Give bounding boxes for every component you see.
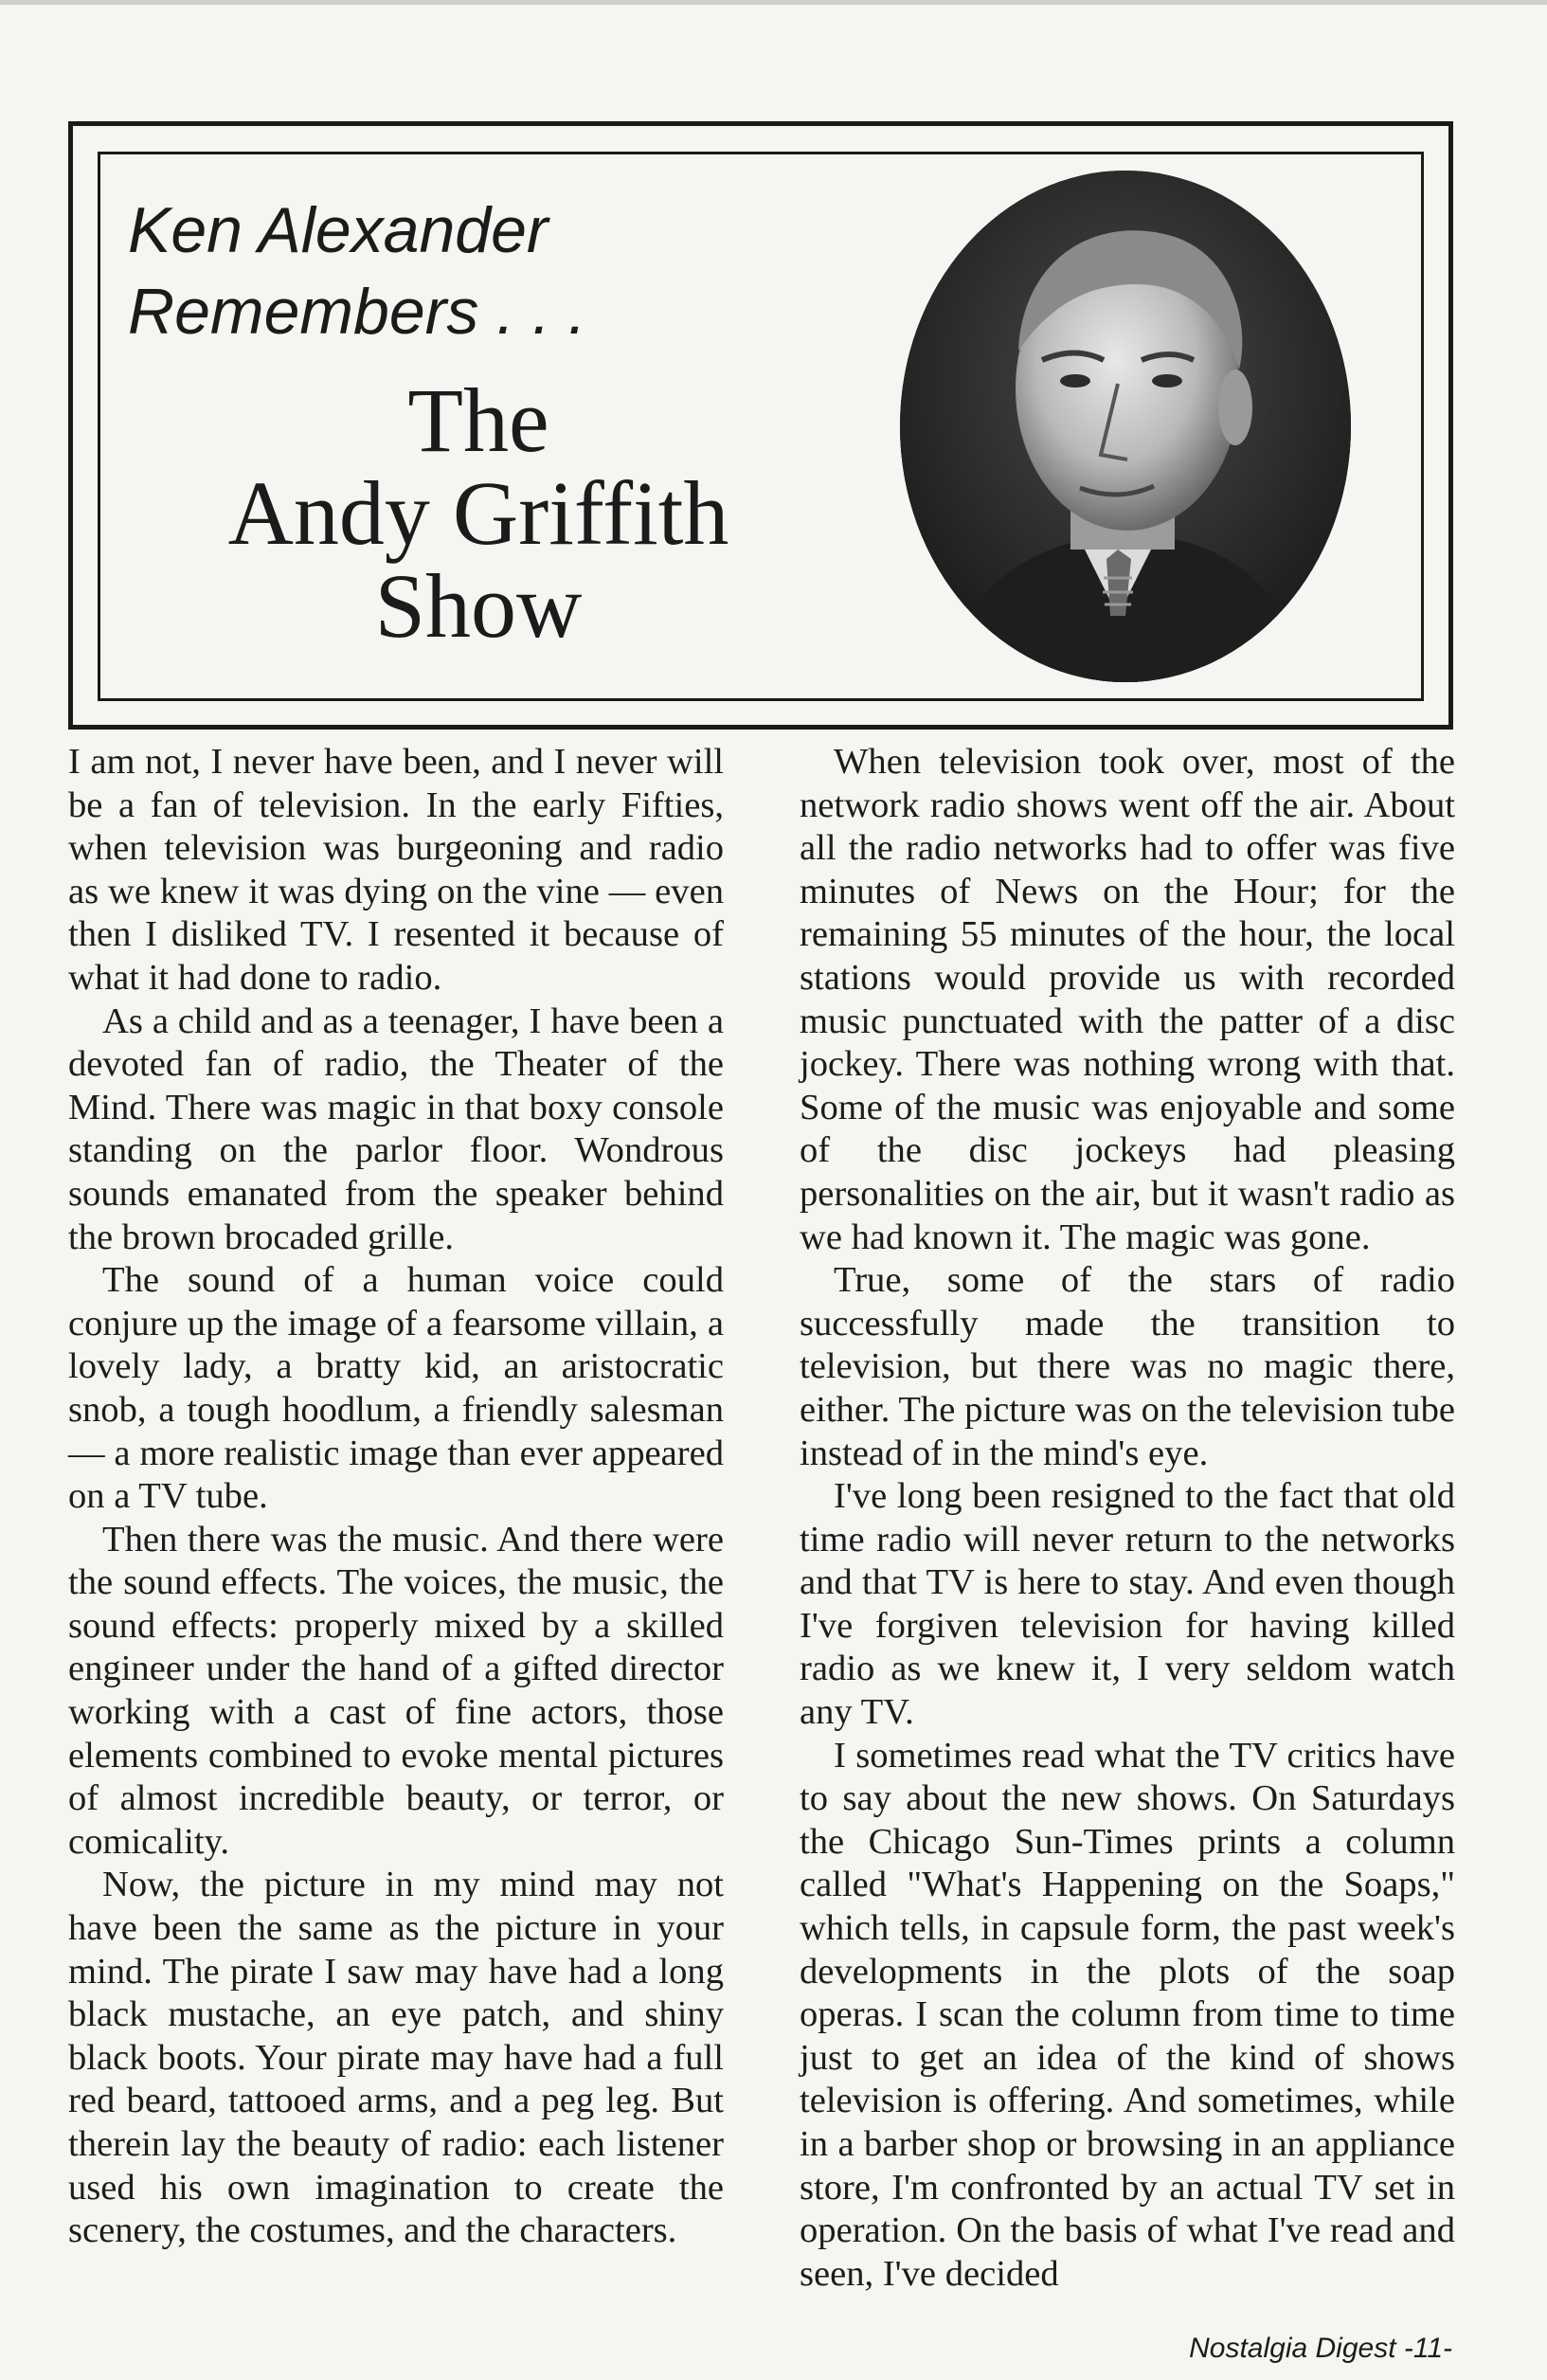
page-footer: Nostalgia Digest -11- xyxy=(1189,2333,1452,2364)
paragraph: True, some of the stars of radio successfully made the transition to television, but there was no magic there, either. The picture was on the television tube instead of in the mind's eye. xyxy=(800,1260,1455,1473)
byline-line-1: Ken Alexander xyxy=(128,194,549,266)
title-line-3: Show xyxy=(374,555,583,657)
paragraph: I sometimes read what the TV critics have to say about the new shows. On Saturdays the Chicago Sun-Times prints a column called "What's Happening on the Soaps," which tells, in capsule form, the past week's developments in the plots of the soap operas. I scan the column from time to time just to get an idea of the kind of shows television is offering. And sometimes, while in a barber shop or browsing in an appliance store, I'm confronted by an actual TV set in operation. On the basis of what I've read and seen, I've decided xyxy=(800,1735,1455,2294)
portrait-photo xyxy=(900,171,1351,682)
byline xyxy=(128,189,658,352)
article-column-right xyxy=(800,741,1455,2296)
paragraph: Then there was the music. And there were the sound effects. The voices, the music, the sound effects: properly mixed by a skilled engineer under the hand of a gifted director working with a cast of fine actors, those elements combined to evoke mental pictures of almost incredible beauty, or terror, or comicality. xyxy=(68,1519,724,1862)
title-line-1: The xyxy=(407,370,549,471)
title-line-2: Andy Griffith xyxy=(227,462,729,564)
paragraph: The sound of a human voice could conjure up the image of a fearsome villain, a lovely lady, a bratty kid, an aristocratic snob, a tough hoodlum, a friendly salesman — a more realistic image than ever appeared on a TV tube. xyxy=(68,1260,724,1517)
byline-line-2: Remembers . . . xyxy=(128,276,586,348)
article-column-left xyxy=(68,741,724,2253)
paragraph: Now, the picture in my mind may not have been the same as the picture in your mind. The pirate I saw may have had a long black mustache, an eye patch, and shiny black boots. Your pirate may have had a full red beard, tattooed arms, and a peg leg. But therein lay the beauty of radio: each listener used his own imagination to create the scenery, the costumes, and the characters. xyxy=(68,1865,724,2251)
paragraph: As a child and as a teenager, I have been a devoted fan of radio, the Theater of the Mind. There was magic in that boxy console standing on the parlor floor. Wondrous sounds emanated from the speaker behind the brown brocaded grille. xyxy=(68,1001,724,1257)
paragraph: When television took over, most of the network radio shows went off the air. About all the radio networks had to offer was five minutes of News on the Hour; for the remaining 55 minutes of the hour, the local stations would provide us with recorded music punctuated with the patter of a disc jockey. There was nothing wrong with that. Some of the music was enjoyable and some of the disc jockeys had pleasing personalities on the air, but it wasn't radio as we had known it. The magic was gone. xyxy=(800,742,1455,1257)
article-title xyxy=(194,370,763,657)
page-edge xyxy=(0,0,1547,5)
paragraph: I am not, I never have been, and I never will be a fan of television. In the early Fifties, when television was burgeoning and radio as we knew it was dying on the vine — even then I disliked TV. I resented it because of what it had done to radio. xyxy=(68,742,724,998)
paragraph: I've long been resigned to the fact that old time radio will never return to the networks and that TV is here to stay. And even though I've forgiven television for having killed radio as we knew it, I very seldom watch any TV. xyxy=(800,1476,1455,1733)
